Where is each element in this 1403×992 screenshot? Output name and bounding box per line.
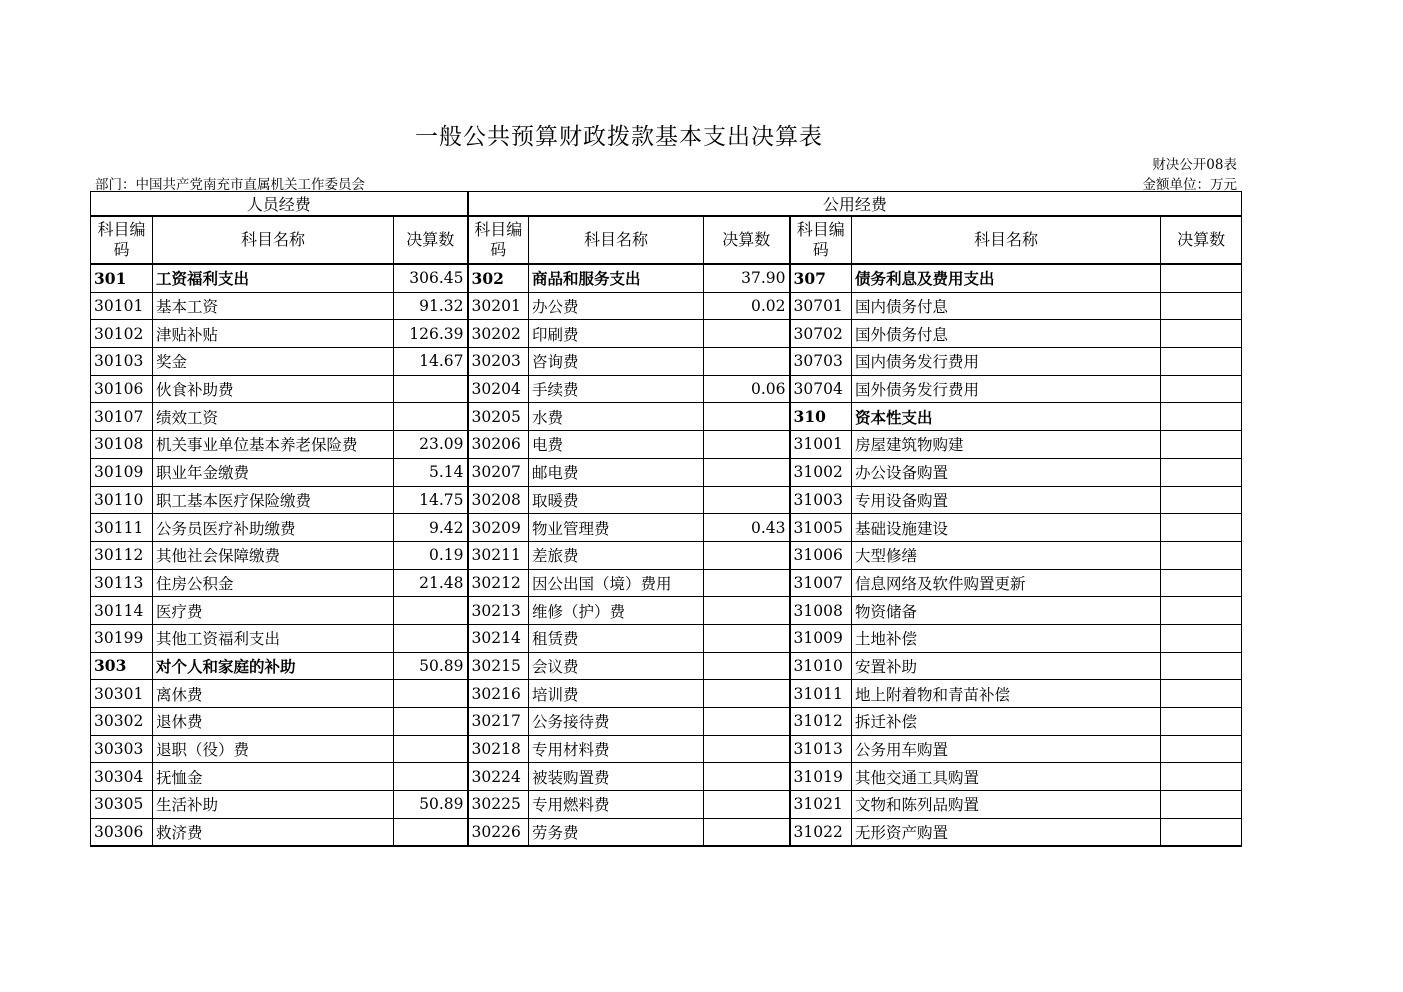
subject-code-cell: 30304 — [91, 763, 153, 791]
subject-code-cell: 30202 — [468, 320, 529, 348]
amount-cell — [704, 320, 790, 348]
table-row — [91, 708, 1242, 736]
subject-code-cell: 31012 — [790, 708, 852, 736]
amount-cell — [1161, 264, 1242, 292]
table-row — [91, 680, 1242, 708]
subject-name-cell: 资本性支出 — [852, 403, 1161, 431]
subject-code-cell: 30109 — [91, 458, 153, 486]
amount-cell — [704, 597, 790, 625]
subject-code-cell: 30216 — [468, 680, 529, 708]
table-row — [91, 652, 1242, 680]
amount-cell — [704, 708, 790, 736]
subject-name-cell: 基础设施建设 — [852, 514, 1161, 542]
subject-name-cell: 拆迁补偿 — [852, 708, 1161, 736]
amount-cell — [1161, 320, 1242, 348]
subject-code-cell: 30102 — [91, 320, 153, 348]
header-code: 科目编码 — [790, 216, 852, 264]
amount-cell — [704, 818, 790, 846]
section-personnel: 人员经费 — [91, 192, 468, 217]
subject-code-cell: 30214 — [468, 624, 529, 652]
subject-name-cell: 水费 — [529, 403, 704, 431]
table-row — [91, 763, 1242, 791]
subject-code-cell: 30208 — [468, 486, 529, 514]
amount-cell — [1161, 763, 1242, 791]
table-row — [91, 541, 1242, 569]
amount-cell — [704, 652, 790, 680]
amount-cell: 37.90 — [704, 264, 790, 292]
table-row — [91, 569, 1242, 597]
subject-code-cell: 30101 — [91, 292, 153, 320]
subject-name-cell: 国内债务付息 — [852, 292, 1161, 320]
subject-code-cell: 31022 — [790, 818, 852, 846]
subject-name-cell: 电费 — [529, 431, 704, 459]
subject-name-cell: 公务接待费 — [529, 708, 704, 736]
amount-cell: 14.67 — [394, 348, 468, 376]
header-amount: 决算数 — [704, 216, 790, 264]
form-number: 财决公开08表 — [1152, 157, 1237, 173]
subject-code-cell: 30203 — [468, 348, 529, 376]
subject-name-cell: 国外债务付息 — [852, 320, 1161, 348]
department-label: 部门：中国共产党南充市直属机关工作委员会 — [95, 177, 365, 193]
subject-code-cell: 30103 — [91, 348, 153, 376]
subject-code-cell: 30211 — [468, 541, 529, 569]
subject-code-cell: 307 — [790, 264, 852, 292]
subject-code-cell: 30113 — [91, 569, 153, 597]
amount-cell: 9.42 — [394, 514, 468, 542]
subject-name-cell: 工资福利支出 — [153, 264, 394, 292]
amount-cell — [1161, 514, 1242, 542]
subject-name-cell: 商品和服务支出 — [529, 264, 704, 292]
subject-code-cell: 30205 — [468, 403, 529, 431]
amount-cell: 0.19 — [394, 541, 468, 569]
amount-cell: 50.89 — [394, 791, 468, 819]
amount-cell — [704, 458, 790, 486]
table-row — [91, 791, 1242, 819]
subject-code-cell: 30704 — [790, 375, 852, 403]
subject-code-cell: 30215 — [468, 652, 529, 680]
amount-cell — [704, 569, 790, 597]
subject-name-cell: 邮电费 — [529, 458, 704, 486]
subject-code-cell: 30702 — [790, 320, 852, 348]
subject-code-cell: 301 — [91, 264, 153, 292]
subject-name-cell: 房屋建筑物购建 — [852, 431, 1161, 459]
subject-name-cell: 物资储备 — [852, 597, 1161, 625]
subject-code-cell: 30107 — [91, 403, 153, 431]
subject-name-cell: 地上附着物和青苗补偿 — [852, 680, 1161, 708]
subject-code-cell: 31001 — [790, 431, 852, 459]
amount-cell — [704, 624, 790, 652]
amount-cell — [1161, 569, 1242, 597]
subject-name-cell: 公务用车购置 — [852, 735, 1161, 763]
amount-cell — [1161, 624, 1242, 652]
amount-cell — [1161, 818, 1242, 846]
amount-cell: 0.43 — [704, 514, 790, 542]
subject-name-cell: 手续费 — [529, 375, 704, 403]
amount-cell: 5.14 — [394, 458, 468, 486]
subject-code-cell: 31003 — [790, 486, 852, 514]
amount-cell — [1161, 708, 1242, 736]
amount-cell — [1161, 403, 1242, 431]
amount-cell — [704, 348, 790, 376]
amount-cell — [1161, 680, 1242, 708]
section-header-row — [91, 192, 1242, 217]
amount-cell — [394, 624, 468, 652]
page-title: 一般公共预算财政拨款基本支出决算表 — [415, 124, 823, 150]
table-row — [91, 514, 1242, 542]
subject-code-cell: 310 — [790, 403, 852, 431]
amount-cell — [394, 708, 468, 736]
table-row — [91, 818, 1242, 846]
amount-cell — [704, 431, 790, 459]
subject-code-cell: 30703 — [790, 348, 852, 376]
subject-code-cell: 30112 — [91, 541, 153, 569]
subject-code-cell: 30207 — [468, 458, 529, 486]
subject-code-cell: 30303 — [91, 735, 153, 763]
table-row — [91, 597, 1242, 625]
table-row — [91, 735, 1242, 763]
subject-name-cell: 对个人和家庭的补助 — [153, 652, 394, 680]
section-public: 公用经费 — [468, 192, 1242, 217]
amount-cell — [1161, 431, 1242, 459]
amount-cell: 126.39 — [394, 320, 468, 348]
amount-cell — [394, 680, 468, 708]
header-name: 科目名称 — [153, 216, 394, 264]
subject-code-cell: 31019 — [790, 763, 852, 791]
amount-cell: 23.09 — [394, 431, 468, 459]
subject-name-cell: 大型修缮 — [852, 541, 1161, 569]
amount-cell — [1161, 652, 1242, 680]
subject-code-cell: 30110 — [91, 486, 153, 514]
subject-name-cell: 专用设备购置 — [852, 486, 1161, 514]
unit-label: 金额单位：万元 — [1142, 177, 1237, 193]
subject-name-cell: 办公设备购置 — [852, 458, 1161, 486]
subject-name-cell: 救济费 — [153, 818, 394, 846]
amount-cell — [704, 680, 790, 708]
subject-name-cell: 因公出国（境）费用 — [529, 569, 704, 597]
header-name: 科目名称 — [852, 216, 1161, 264]
subject-name-cell: 土地补偿 — [852, 624, 1161, 652]
subject-name-cell: 基本工资 — [153, 292, 394, 320]
column-header-row — [91, 216, 1242, 264]
subject-name-cell: 职业年金缴费 — [153, 458, 394, 486]
subject-name-cell: 退休费 — [153, 708, 394, 736]
table-row — [91, 458, 1242, 486]
table-row — [91, 403, 1242, 431]
subject-code-cell: 30224 — [468, 763, 529, 791]
amount-cell — [394, 597, 468, 625]
amount-cell — [394, 375, 468, 403]
subject-name-cell: 离休费 — [153, 680, 394, 708]
amount-cell — [1161, 292, 1242, 320]
subject-code-cell: 30199 — [91, 624, 153, 652]
header-code: 科目编码 — [91, 216, 153, 264]
amount-cell — [1161, 486, 1242, 514]
subject-code-cell: 30301 — [91, 680, 153, 708]
subject-code-cell: 31021 — [790, 791, 852, 819]
subject-name-cell: 国内债务发行费用 — [852, 348, 1161, 376]
subject-name-cell: 医疗费 — [153, 597, 394, 625]
subject-name-cell: 机关事业单位基本养老保险费 — [153, 431, 394, 459]
amount-cell — [394, 763, 468, 791]
amount-cell: 50.89 — [394, 652, 468, 680]
subject-name-cell: 专用材料费 — [529, 735, 704, 763]
amount-cell — [704, 791, 790, 819]
subject-code-cell: 30108 — [91, 431, 153, 459]
subject-code-cell: 302 — [468, 264, 529, 292]
amount-cell — [704, 541, 790, 569]
subject-code-cell: 303 — [91, 652, 153, 680]
subject-name-cell: 公务员医疗补助缴费 — [153, 514, 394, 542]
amount-cell: 14.75 — [394, 486, 468, 514]
table-row — [91, 624, 1242, 652]
table-row — [91, 486, 1242, 514]
subject-name-cell: 咨询费 — [529, 348, 704, 376]
subject-code-cell: 31005 — [790, 514, 852, 542]
amount-cell — [1161, 791, 1242, 819]
subject-code-cell: 30225 — [468, 791, 529, 819]
amount-cell — [1161, 458, 1242, 486]
subject-code-cell: 30201 — [468, 292, 529, 320]
subject-name-cell: 津贴补贴 — [153, 320, 394, 348]
subject-name-cell: 退职（役）费 — [153, 735, 394, 763]
subject-code-cell: 30302 — [91, 708, 153, 736]
subject-name-cell: 被装购置费 — [529, 763, 704, 791]
subject-code-cell: 30306 — [91, 818, 153, 846]
subject-code-cell: 31013 — [790, 735, 852, 763]
subject-code-cell: 31010 — [790, 652, 852, 680]
subject-code-cell: 30218 — [468, 735, 529, 763]
subject-name-cell: 差旅费 — [529, 541, 704, 569]
table-row — [91, 348, 1242, 376]
table-row — [91, 375, 1242, 403]
subject-name-cell: 安置补助 — [852, 652, 1161, 680]
subject-code-cell: 30206 — [468, 431, 529, 459]
table-row — [91, 431, 1242, 459]
amount-cell — [1161, 375, 1242, 403]
subject-name-cell: 信息网络及软件购置更新 — [852, 569, 1161, 597]
subject-code-cell: 30226 — [468, 818, 529, 846]
amount-cell — [1161, 735, 1242, 763]
subject-name-cell: 会议费 — [529, 652, 704, 680]
subject-name-cell: 住房公积金 — [153, 569, 394, 597]
header-amount: 决算数 — [394, 216, 468, 264]
header-amount: 决算数 — [1161, 216, 1242, 264]
subject-code-cell: 30217 — [468, 708, 529, 736]
amount-cell: 21.48 — [394, 569, 468, 597]
subject-code-cell: 30204 — [468, 375, 529, 403]
header-name: 科目名称 — [529, 216, 704, 264]
subject-name-cell: 维修（护）费 — [529, 597, 704, 625]
subject-code-cell: 31009 — [790, 624, 852, 652]
subject-name-cell: 专用燃料费 — [529, 791, 704, 819]
amount-cell — [704, 403, 790, 431]
subject-name-cell: 伙食补助费 — [153, 375, 394, 403]
amount-cell — [394, 818, 468, 846]
amount-cell — [704, 735, 790, 763]
subject-name-cell: 生活补助 — [153, 791, 394, 819]
subject-name-cell: 其他交通工具购置 — [852, 763, 1161, 791]
subject-code-cell: 31011 — [790, 680, 852, 708]
amount-cell: 0.06 — [704, 375, 790, 403]
amount-cell — [1161, 597, 1242, 625]
budget-table — [90, 191, 1242, 847]
subject-name-cell: 办公费 — [529, 292, 704, 320]
subject-name-cell: 租赁费 — [529, 624, 704, 652]
subject-name-cell: 其他社会保障缴费 — [153, 541, 394, 569]
subject-name-cell: 培训费 — [529, 680, 704, 708]
subject-name-cell: 劳务费 — [529, 818, 704, 846]
amount-cell — [704, 486, 790, 514]
subject-code-cell: 31006 — [790, 541, 852, 569]
subject-code-cell: 30213 — [468, 597, 529, 625]
amount-cell — [394, 403, 468, 431]
amount-cell: 306.45 — [394, 264, 468, 292]
subject-name-cell: 文物和陈列品购置 — [852, 791, 1161, 819]
amount-cell — [704, 763, 790, 791]
subject-code-cell: 30701 — [790, 292, 852, 320]
subject-name-cell: 印刷费 — [529, 320, 704, 348]
subject-name-cell: 取暖费 — [529, 486, 704, 514]
subject-name-cell: 国外债务发行费用 — [852, 375, 1161, 403]
subject-code-cell: 31007 — [790, 569, 852, 597]
subject-code-cell: 30305 — [91, 791, 153, 819]
subject-code-cell: 30106 — [91, 375, 153, 403]
header-code: 科目编码 — [468, 216, 529, 264]
table-row — [91, 264, 1242, 292]
subject-code-cell: 30111 — [91, 514, 153, 542]
amount-cell: 0.02 — [704, 292, 790, 320]
amount-cell: 91.32 — [394, 292, 468, 320]
amount-cell — [1161, 348, 1242, 376]
subject-code-cell: 30209 — [468, 514, 529, 542]
amount-cell — [394, 735, 468, 763]
subject-name-cell: 物业管理费 — [529, 514, 704, 542]
subject-name-cell: 职工基本医疗保险缴费 — [153, 486, 394, 514]
subject-code-cell: 31002 — [790, 458, 852, 486]
table-row — [91, 292, 1242, 320]
subject-code-cell: 30212 — [468, 569, 529, 597]
subject-code-cell: 30114 — [91, 597, 153, 625]
subject-name-cell: 其他工资福利支出 — [153, 624, 394, 652]
subject-name-cell: 抚恤金 — [153, 763, 394, 791]
table-row — [91, 320, 1242, 348]
amount-cell — [1161, 541, 1242, 569]
subject-name-cell: 无形资产购置 — [852, 818, 1161, 846]
subject-name-cell: 奖金 — [153, 348, 394, 376]
subject-name-cell: 债务利息及费用支出 — [852, 264, 1161, 292]
subject-name-cell: 绩效工资 — [153, 403, 394, 431]
subject-code-cell: 31008 — [790, 597, 852, 625]
